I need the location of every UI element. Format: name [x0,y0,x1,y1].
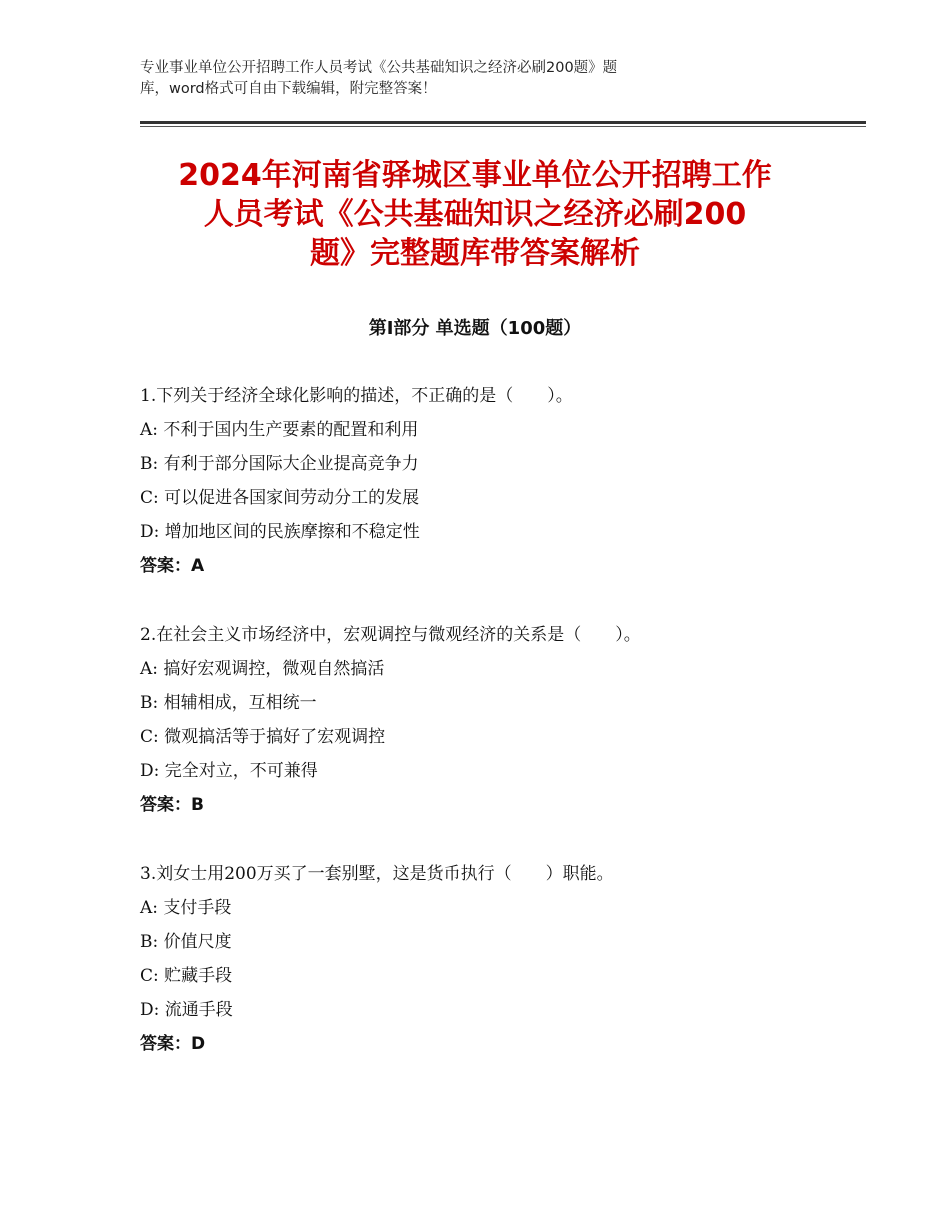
option-a: A: 支付手段 [140,898,232,918]
document-title [70,156,880,273]
title-line-1: 2024年河南省驿城区事业单位公开招聘工作 [178,158,772,193]
option-a: A: 搞好宏观调控，微观自然搞活 [140,659,385,679]
question-3 [140,857,840,1061]
option-b: B: 价值尺度 [140,932,232,952]
question-stem: 3.刘女士用200万买了一套别墅，这是货币执行（ ）职能。 [140,864,614,884]
option-b: B: 有利于部分国际大企业提高竞争力 [140,454,419,474]
title-line-3: 题》完整题库带答案解析 [310,236,640,271]
answer-label: 答案：B [140,795,204,815]
option-d: D: 完全对立，不可兼得 [140,761,318,781]
option-c: C: 可以促进各国家间劳动分工的发展 [140,488,420,508]
header-line-1: 专业事业单位公开招聘工作人员考试《公共基础知识之经济必刷200题》题 [140,60,618,76]
title-line-2: 人员考试《公共基础知识之经济必刷200 [203,197,747,232]
header-divider-thin [140,126,866,127]
question-1 [140,379,840,583]
question-stem: 1.下列关于经济全球化影响的描述，不正确的是（ ）。 [140,386,573,406]
header-line-2: 库，word格式可自由下载编辑，附完整答案！ [140,81,437,97]
option-d: D: 流通手段 [140,1000,233,1020]
section-title: 第Ⅰ部分 单选题（100题） [368,318,582,339]
question-2 [140,618,840,822]
option-a: A: 不利于国内生产要素的配置和利用 [140,420,419,440]
header-divider-thick [140,121,866,124]
option-c: C: 贮藏手段 [140,966,233,986]
answer-label: 答案：D [140,1034,206,1054]
question-stem: 2.在社会主义市场经济中，宏观调控与微观经济的关系是（ ）。 [140,625,641,645]
document-header-note [140,58,780,100]
option-d: D: 增加地区间的民族摩擦和不稳定性 [140,522,420,542]
option-c: C: 微观搞活等于搞好了宏观调控 [140,727,386,747]
option-b: B: 相辅相成，互相统一 [140,693,317,713]
answer-label: 答案：A [140,556,205,576]
